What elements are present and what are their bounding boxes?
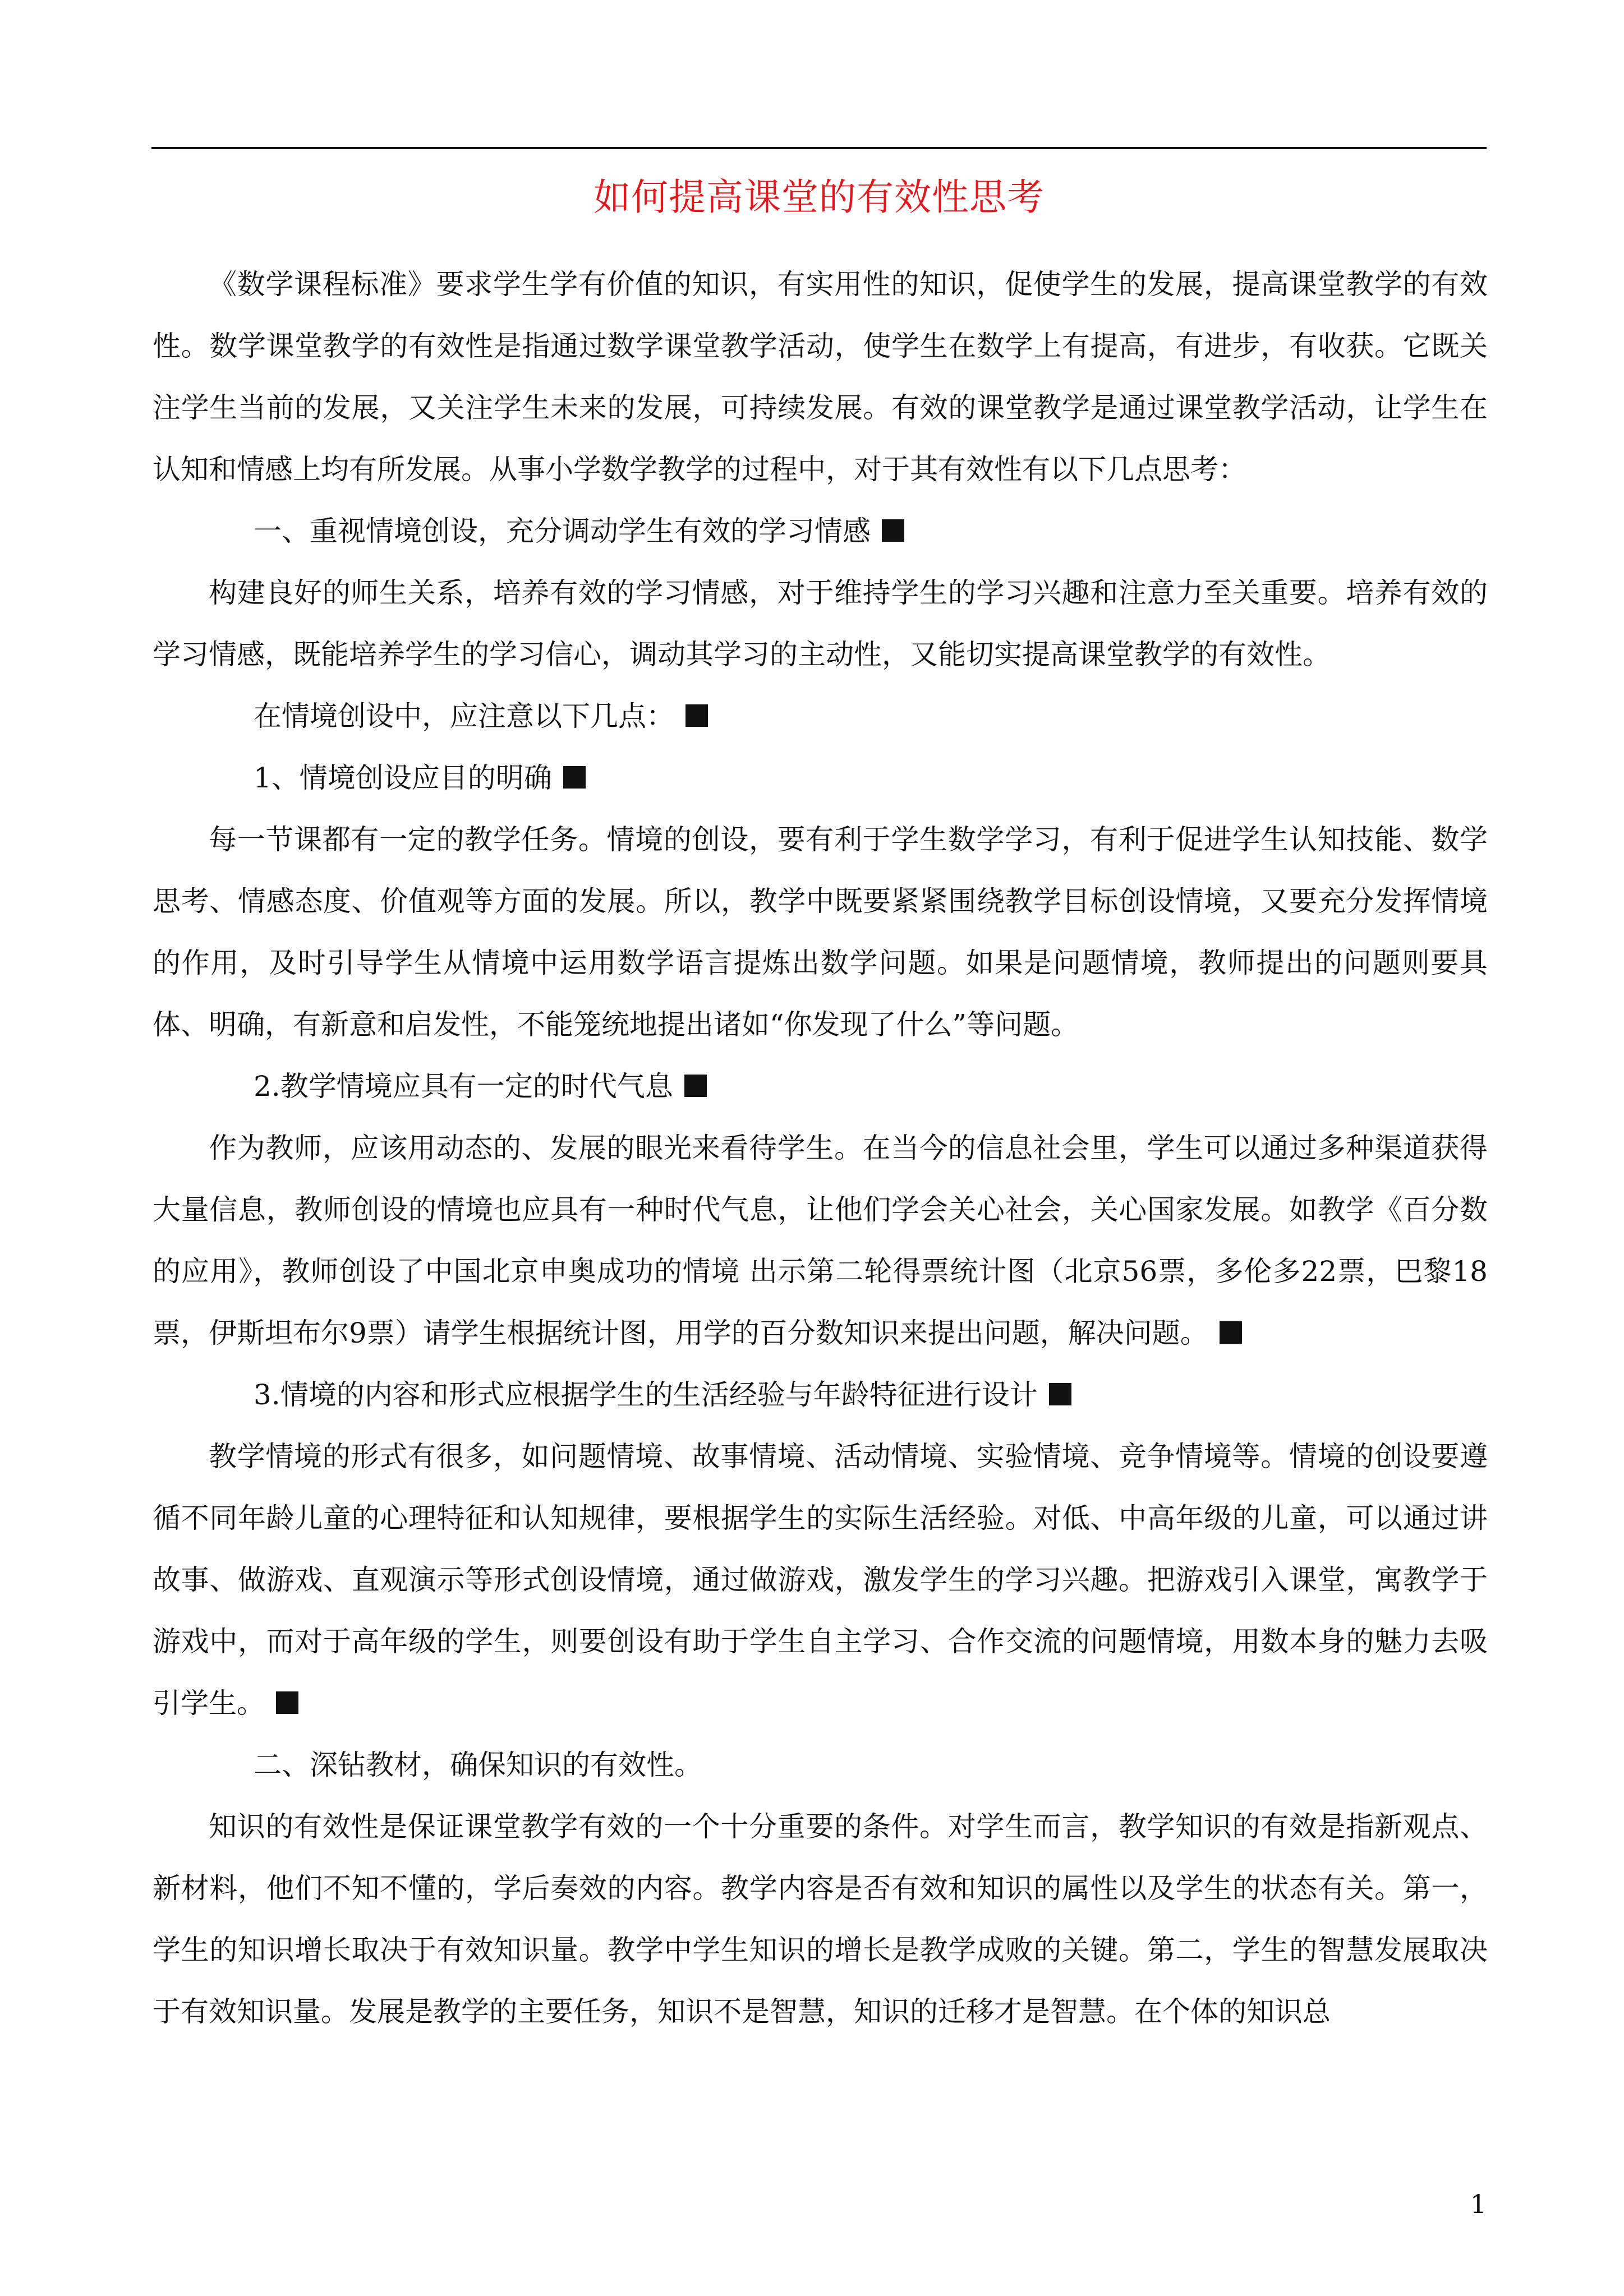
header-rule (151, 147, 1487, 149)
document-title: 如何提高课堂的有效性思考 (594, 176, 1045, 219)
subheading-3 (153, 1364, 1488, 1426)
subheading-2 (153, 1055, 1488, 1117)
paragraph-intro: 《数学课程标准》要求学生学有价值的知识，有实用性的知识，促使学生的发展，提高课堂教学的有效性。数学课堂教学的有效性是指通过数学课堂教学活动，使学生在数学上有提高，有进步，有收获。它既关注学生当前的发展，又关注学生未来的发展，可持续发展。有效的课堂教学是通过课堂教学活动，让学生在认知和情感上均有所发展。从事小学数学教学的过程中，对于其有效性有以下几点思考： (153, 268, 1488, 486)
section-heading-2: 二、深钻教材，确保知识的有效性。 (254, 1749, 702, 1781)
heading-text: 2.教学情境应具有一定的时代气息 (254, 1070, 673, 1103)
paragraph-text: 教学情境的形式有很多，如问题情境、故事情境、活动情境、实验情境、竞争情境等。情境的创设要遵循不同年龄儿童的心理特征和认知规律，要根据学生的实际生活经验。对低、中高年级的儿童，可以通过讲故事、做游戏、直观演示等形式创设情境，通过做游戏，激发学生的学习兴趣。把游戏引入课堂，寓教学于游戏中，而对于高年级的学生，则要创设有助于学生自主学习、合作交流的问题情境，用数本身的魅力去吸引学生。 (153, 1440, 1488, 1719)
page-number: 1 (1470, 2189, 1487, 2219)
paragraph: 构建良好的师生关系，培养有效的学习情感，对于维持学生的学习兴趣和注意力至关重要。培养有效的学习情感，既能培养学生的学习信心，调动其学习的主动性，又能切实提高课堂教学的有效性。 (153, 577, 1488, 671)
heading-text: 一、重视情境创设，充分调动学生有效的学习情感 (254, 515, 871, 547)
black-square-icon (1049, 1383, 1071, 1405)
document-body (153, 253, 1488, 2043)
black-square-icon (686, 704, 708, 727)
section-heading-1 (153, 500, 1488, 562)
black-square-icon (882, 519, 904, 542)
subheading-1 (153, 747, 1488, 809)
black-square-icon (563, 766, 586, 789)
paragraph: 知识的有效性是保证课堂教学有效的一个十分重要的条件。对学生而言，教学知识的有效是指新观点、新材料，他们不知不懂的，学后奏效的内容。教学内容是否有效和知识的属性以及学生的状态有关。第一，学生的知识增长取决于有效知识量。教学中学生知识的增长是教学成败的关键。第二，学生的智慧发展取决于有效知识量。发展是教学的主要任务，知识不是智慧，知识的迁移才是智慧。在个体的知识总 (153, 1810, 1488, 2028)
paragraph (153, 1117, 1488, 1364)
black-square-icon (684, 1075, 707, 1097)
paragraph (153, 1426, 1488, 1734)
black-square-icon (1220, 1321, 1242, 1344)
paragraph: 每一节课都有一定的教学任务。情境的创设，要有利于学生数学学习，有利于促进学生认知技能、数学思考、情感态度、价值观等方面的发展。所以，教学中既要紧紧围绕教学目标创设情境，又要充分发挥情境的作用，及时引导学生从情境中运用数学语言提炼出数学问题。如果是问题情境，教师提出的问题则要具体、明确，有新意和启发性，不能笼统地提出诸如“你发现了什么”等问题。 (153, 823, 1488, 1041)
heading-text: 1、情境创设应目的明确 (254, 762, 552, 794)
black-square-icon (276, 1691, 298, 1714)
subheading-notes (153, 685, 1488, 747)
heading-text: 3.情境的内容和形式应根据学生的生活经验与年龄特征进行设计 (254, 1378, 1038, 1411)
heading-text: 在情境创设中，应注意以下几点： (254, 700, 674, 732)
paragraph-text: 作为教师，应该用动态的、发展的眼光来看待学生。在当今的信息社会里，学生可以通过多种渠道获得大量信息，教师创设的情境也应具有一种时代气息，让他们学会关心社会，关心国家发展。如教学《百分数的应用》，教师创设了中国北京申奥成功的情境 出示第二轮得票统计图（北京56票，多伦多22票，巴黎18票，伊斯坦布尔9票）请学生根据统计图，用学的百分数知识来提出问题，解决问题。 (153, 1132, 1488, 1349)
